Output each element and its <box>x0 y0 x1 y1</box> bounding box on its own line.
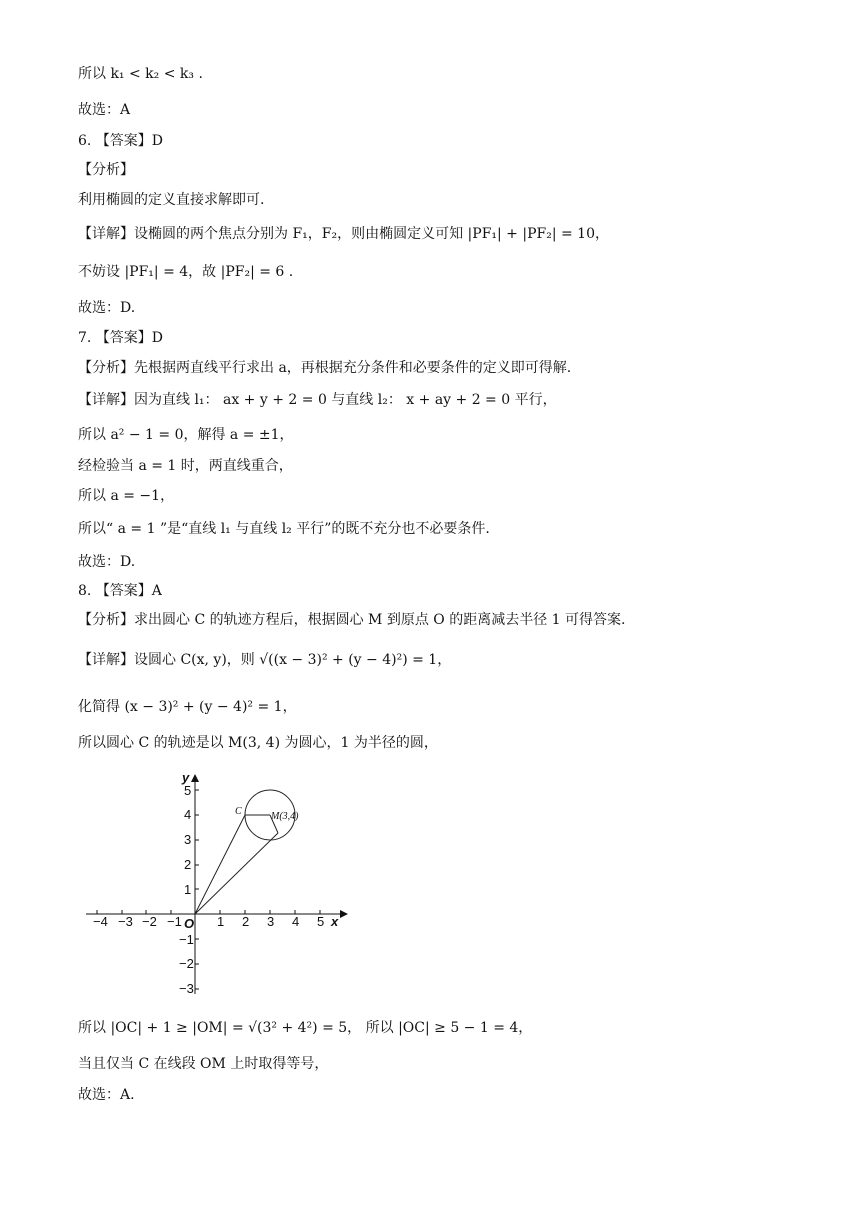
y-tick-label: 1 <box>184 882 192 897</box>
text-line-19: 【详解】设圆心 C(x, y)，则 √((x − 3)² + (y − 4)²) = 1， <box>78 652 452 668</box>
text-line-1: 所以 k₁ < k₂ < k₃ . <box>78 66 203 82</box>
y-tick-label: 5 <box>184 783 192 798</box>
y-tick-label: −2 <box>179 956 194 971</box>
y-axis-arrow <box>191 774 199 782</box>
segment-OC <box>195 815 245 914</box>
x-tick-label: 2 <box>242 914 250 929</box>
text-line-20: 化简得 (x − 3)² + (y − 4)² = 1， <box>78 699 297 715</box>
text-line-23: 当且仅当 C 在线段 OM 上时取得等号， <box>78 1056 329 1072</box>
x-tick-label: 3 <box>267 914 275 929</box>
text-line-9: 7. 【答案】D <box>78 330 164 346</box>
text-line-15: 所以“ a = 1 ”是“直线 l₁ 与直线 l₂ 平行”的既不充分也不必要条件. <box>78 521 490 537</box>
origin-label: O <box>184 916 195 931</box>
text-line-4: 【分析】 <box>78 162 134 178</box>
y-tick-label: 4 <box>184 807 192 822</box>
text-line-13: 经检验当 a = 1 时，两直线重合， <box>78 458 293 474</box>
text-line-5: 利用椭圆的定义直接求解即可. <box>78 192 265 208</box>
text-line-21: 所以圆心 C 的轨迹是以 M(3, 4) 为圆心，1 为半径的圆， <box>78 735 438 751</box>
text-line-12: 所以 a² − 1 = 0，解得 a = ±1， <box>78 427 294 443</box>
text-line-24: 故选：A. <box>78 1087 135 1103</box>
text-line-10: 【分析】先根据两直线平行求出 a，再根据充分条件和必要条件的定义即可得解. <box>78 360 572 376</box>
y-axis-label: y <box>182 770 190 785</box>
text-line-6: 【详解】设椭圆的两个焦点分别为 F₁，F₂，则由椭圆定义可知 |PF₁| + |PF₂| = 10， <box>78 226 609 242</box>
x-tick-label: −4 <box>93 914 108 929</box>
x-tick-label: 1 <box>217 914 225 929</box>
text-line-18: 【分析】求出圆心 C 的轨迹方程后，根据圆心 M 到原点 O 的距离减去半径 1 可得答案. <box>78 612 626 628</box>
coordinate-graph <box>78 768 358 1000</box>
text-line-11: 【详解】因为直线 l₁： ax + y + 2 = 0 与直线 l₂： x + ay + 2 = 0 平行， <box>78 392 557 408</box>
text-line-22: 所以 |OC| + 1 ≥ |OM| = √(3² + 4²) = 5， 所以 |OC| ≥ 5 − 1 = 4， <box>78 1020 533 1036</box>
x-tick-label: −3 <box>118 914 133 929</box>
y-tick-label: −1 <box>179 932 194 947</box>
point-M-label: M(3,4) <box>271 811 299 822</box>
y-tick-group <box>179 783 194 996</box>
x-tick-label: 4 <box>292 914 300 929</box>
text-line-2: 故选：A <box>78 102 131 118</box>
text-line-3: 6. 【答案】D <box>78 133 164 149</box>
x-tick-label: −2 <box>142 914 157 929</box>
x-axis-arrow <box>340 910 348 918</box>
text-line-16: 故选：D. <box>78 554 136 570</box>
y-tick-label: 2 <box>184 857 192 872</box>
y-tick-label: −3 <box>179 981 194 996</box>
y-tick-label: 3 <box>184 832 192 847</box>
point-C-label: C <box>235 806 242 817</box>
text-line-8: 故选：D. <box>78 300 136 316</box>
x-tick-label: 5 <box>317 914 325 929</box>
text-line-7: 不妨设 |PF₁| = 4，故 |PF₂| = 6 . <box>78 264 294 280</box>
text-line-17: 8. 【答案】A <box>78 583 162 599</box>
x-tick-group <box>93 914 324 929</box>
x-axis-label: x <box>331 914 339 929</box>
tangent-line <box>195 833 278 914</box>
x-tick-label: −1 <box>167 914 182 929</box>
text-line-14: 所以 a = −1， <box>78 488 175 504</box>
